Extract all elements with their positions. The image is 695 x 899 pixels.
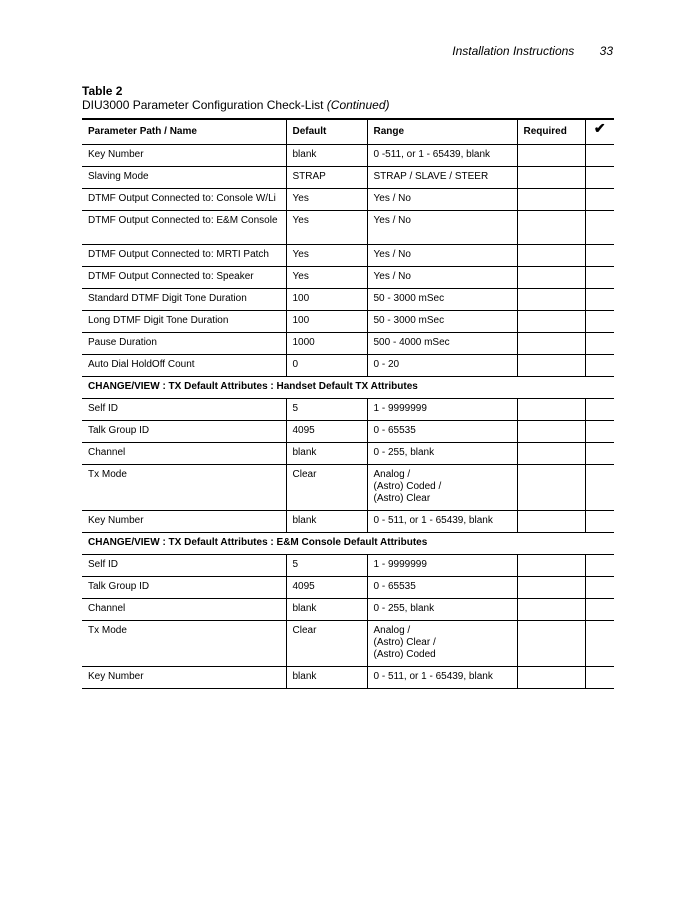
table-row xyxy=(82,167,614,189)
table-row xyxy=(82,621,614,667)
param-range: 50 - 3000 mSec xyxy=(367,311,517,333)
column-header-required: Required xyxy=(517,119,585,145)
param-name: DTMF Output Connected to: Console W/Li xyxy=(82,189,286,211)
param-name: Channel xyxy=(82,443,286,465)
column-header-range: Range xyxy=(367,119,517,145)
required-cell xyxy=(517,167,585,189)
table-row xyxy=(82,443,614,465)
check-cell xyxy=(585,311,614,333)
table-row xyxy=(82,577,614,599)
page-header xyxy=(452,44,613,58)
table-row xyxy=(82,465,614,511)
param-default: blank xyxy=(286,599,367,621)
check-cell xyxy=(585,421,614,443)
required-cell xyxy=(517,245,585,267)
required-cell xyxy=(517,421,585,443)
param-default: Clear xyxy=(286,621,367,667)
check-cell xyxy=(585,511,614,533)
table-title xyxy=(82,98,614,112)
param-default: 4095 xyxy=(286,421,367,443)
param-range: 0 - 255, blank xyxy=(367,443,517,465)
required-cell xyxy=(517,311,585,333)
column-header-path: Parameter Path / Name xyxy=(82,119,286,145)
table-row xyxy=(82,145,614,167)
required-cell xyxy=(517,189,585,211)
check-cell xyxy=(585,443,614,465)
param-range: 0 - 255, blank xyxy=(367,599,517,621)
check-cell xyxy=(585,145,614,167)
param-name: Slaving Mode xyxy=(82,167,286,189)
check-cell xyxy=(585,667,614,689)
section-heading-handset: CHANGE/VIEW : TX Default Attributes : Handset Default TX Attributes xyxy=(82,377,614,399)
param-range: 1 - 9999999 xyxy=(367,555,517,577)
required-cell xyxy=(517,333,585,355)
param-range: Analog / (Astro) Coded / (Astro) Clear xyxy=(367,465,517,511)
param-default: Yes xyxy=(286,211,367,245)
param-range: STRAP / SLAVE / STEER xyxy=(367,167,517,189)
param-name: Tx Mode xyxy=(82,621,286,667)
check-cell xyxy=(585,289,614,311)
table-row xyxy=(82,311,614,333)
check-cell xyxy=(585,399,614,421)
table-row xyxy=(82,555,614,577)
param-range: 0 - 511, or 1 - 65439, blank xyxy=(367,667,517,689)
table-caption xyxy=(82,85,614,112)
required-cell xyxy=(517,399,585,421)
section-header-row xyxy=(82,533,614,555)
param-name: Key Number xyxy=(82,511,286,533)
param-name: Pause Duration xyxy=(82,333,286,355)
required-cell xyxy=(517,267,585,289)
check-cell xyxy=(585,211,614,245)
param-name: DTMF Output Connected to: Speaker xyxy=(82,267,286,289)
parameter-checklist-table xyxy=(82,118,614,689)
check-cell xyxy=(585,555,614,577)
param-default: blank xyxy=(286,511,367,533)
param-range: 0 - 511, or 1 - 65439, blank xyxy=(367,511,517,533)
param-default: 5 xyxy=(286,399,367,421)
table-row xyxy=(82,421,614,443)
required-cell xyxy=(517,667,585,689)
param-range: Yes / No xyxy=(367,211,517,245)
required-cell xyxy=(517,443,585,465)
required-cell xyxy=(517,555,585,577)
param-name: Channel xyxy=(82,599,286,621)
required-cell xyxy=(517,599,585,621)
param-name: Key Number xyxy=(82,667,286,689)
check-cell xyxy=(585,333,614,355)
check-cell xyxy=(585,245,614,267)
required-cell xyxy=(517,511,585,533)
required-cell xyxy=(517,145,585,167)
param-default: Clear xyxy=(286,465,367,511)
table-row xyxy=(82,667,614,689)
param-range: 500 - 4000 mSec xyxy=(367,333,517,355)
param-default: 100 xyxy=(286,311,367,333)
column-header-default: Default xyxy=(286,119,367,145)
param-default: STRAP xyxy=(286,167,367,189)
table-row xyxy=(82,289,614,311)
param-name: Tx Mode xyxy=(82,465,286,511)
param-name: Self ID xyxy=(82,399,286,421)
required-cell xyxy=(517,577,585,599)
table-title-text: DIU3000 Parameter Configuration Check-List xyxy=(82,98,324,112)
checkmark-icon: ✔ xyxy=(585,119,614,145)
table-row xyxy=(82,333,614,355)
param-default: Yes xyxy=(286,189,367,211)
required-cell xyxy=(517,355,585,377)
table-row xyxy=(82,399,614,421)
param-range: Yes / No xyxy=(367,245,517,267)
check-cell xyxy=(585,465,614,511)
param-name: Standard DTMF Digit Tone Duration xyxy=(82,289,286,311)
param-default: Yes xyxy=(286,267,367,289)
required-cell xyxy=(517,621,585,667)
check-cell xyxy=(585,167,614,189)
param-name: DTMF Output Connected to: E&M Console xyxy=(82,211,286,245)
param-default: blank xyxy=(286,443,367,465)
param-name: Talk Group ID xyxy=(82,577,286,599)
required-cell xyxy=(517,289,585,311)
param-default: 4095 xyxy=(286,577,367,599)
required-cell xyxy=(517,465,585,511)
param-range: 0 - 65535 xyxy=(367,577,517,599)
table-row xyxy=(82,211,614,245)
section-heading-em-console: CHANGE/VIEW : TX Default Attributes : E&M Console Default Attributes xyxy=(82,533,614,555)
param-range: Yes / No xyxy=(367,189,517,211)
table-row xyxy=(82,511,614,533)
param-name: Talk Group ID xyxy=(82,421,286,443)
check-cell xyxy=(585,267,614,289)
param-range: Analog / (Astro) Clear / (Astro) Coded xyxy=(367,621,517,667)
check-cell xyxy=(585,599,614,621)
param-default: 0 xyxy=(286,355,367,377)
header-section-title: Installation Instructions xyxy=(452,44,575,58)
check-cell xyxy=(585,621,614,667)
param-default: blank xyxy=(286,145,367,167)
param-default: 5 xyxy=(286,555,367,577)
param-range: 1 - 9999999 xyxy=(367,399,517,421)
param-name: Self ID xyxy=(82,555,286,577)
table-row xyxy=(82,599,614,621)
table-continued-label: (Continued) xyxy=(326,98,390,112)
required-cell xyxy=(517,211,585,245)
param-default: blank xyxy=(286,667,367,689)
table-header-row xyxy=(82,119,614,145)
table-row xyxy=(82,355,614,377)
check-cell xyxy=(585,355,614,377)
param-range: Yes / No xyxy=(367,267,517,289)
section-header-row xyxy=(82,377,614,399)
check-cell xyxy=(585,577,614,599)
table-row xyxy=(82,267,614,289)
check-cell xyxy=(585,189,614,211)
table-number: Table 2 xyxy=(82,84,123,98)
table-row xyxy=(82,189,614,211)
param-name: Auto Dial HoldOff Count xyxy=(82,355,286,377)
param-range: 50 - 3000 mSec xyxy=(367,289,517,311)
param-range: 0 - 20 xyxy=(367,355,517,377)
page-number: 33 xyxy=(599,44,613,58)
param-name: Long DTMF Digit Tone Duration xyxy=(82,311,286,333)
param-default: Yes xyxy=(286,245,367,267)
param-range: 0 -511, or 1 - 65439, blank xyxy=(367,145,517,167)
param-range: 0 - 65535 xyxy=(367,421,517,443)
param-default: 100 xyxy=(286,289,367,311)
param-name: Key Number xyxy=(82,145,286,167)
param-name: DTMF Output Connected to: MRTI Patch xyxy=(82,245,286,267)
param-default: 1000 xyxy=(286,333,367,355)
table-row xyxy=(82,245,614,267)
